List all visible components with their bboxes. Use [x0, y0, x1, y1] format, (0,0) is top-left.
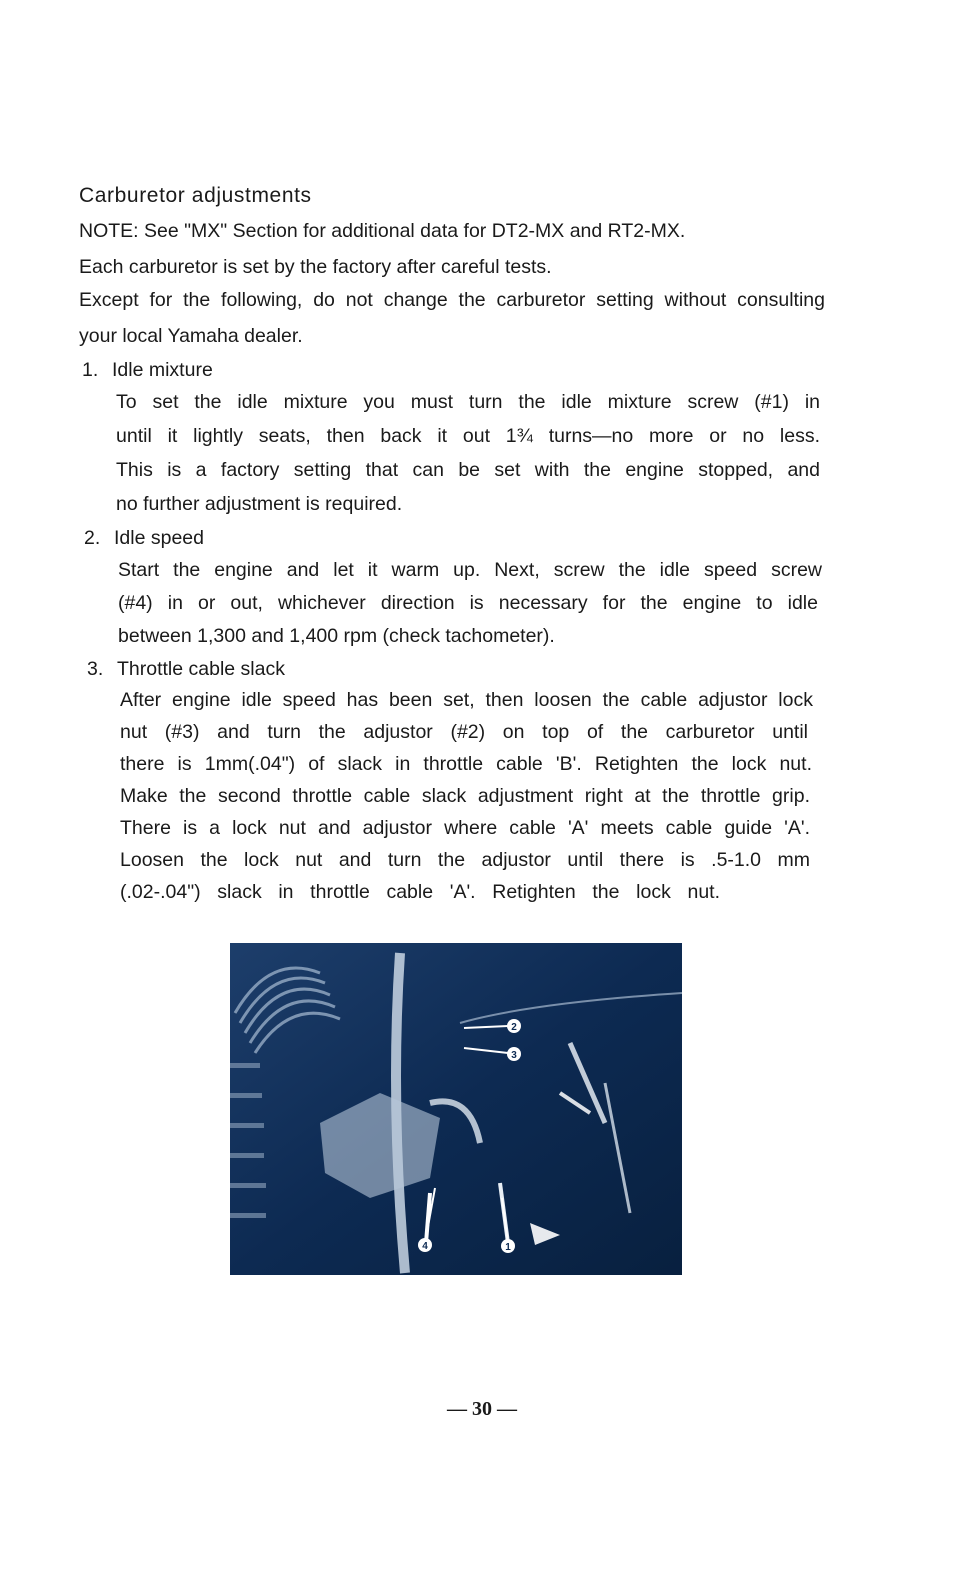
body-line: no further adjustment is required. — [116, 493, 403, 515]
callout-label: 2 — [511, 1022, 517, 1033]
body-line: until it lightly seats, then back it out 1¾ turns—no more or no less. — [116, 425, 820, 447]
intro-line: your local Yamaha dealer. — [79, 325, 303, 347]
body-line: This is a factory setting that can be set with the engine stopped, and — [116, 459, 820, 481]
callout-1-icon — [501, 1239, 515, 1253]
intro-line: Each carburetor is set by the factory after careful tests. — [79, 256, 552, 278]
body-line: To set the idle mixture you must turn the idle mixture screw (#1) in — [116, 391, 820, 413]
callout-4-icon — [418, 1238, 432, 1252]
body-line: (.02-.04") slack in throttle cable 'A'. Retighten the lock nut. — [120, 881, 720, 903]
list-item-heading — [87, 658, 285, 681]
body-line: nut (#3) and turn the adjustor (#2) on top of the carburetor until — [120, 721, 808, 743]
list-item-heading — [84, 527, 204, 550]
list-number: 2. — [84, 527, 101, 549]
body-line: Loosen the lock nut and turn the adjustor until there is .5-1.0 mm — [120, 849, 810, 871]
list-title: Idle mixture — [112, 359, 213, 381]
body-line: between 1,300 and 1,400 rpm (check tachometer). — [118, 625, 555, 647]
section-heading: Carburetor adjustments — [79, 184, 312, 207]
body-line: Make the second throttle cable slack adjustment right at the throttle grip. — [120, 785, 810, 807]
carburetor-photo — [230, 943, 682, 1275]
list-title: Throttle cable slack — [117, 658, 285, 680]
body-line: Start the engine and let it warm up. Next, screw the idle speed screw — [118, 559, 822, 581]
body-line: (#4) in or out, whichever direction is necessary for the engine to idle — [118, 592, 818, 614]
list-number: 1. — [82, 359, 99, 381]
intro-line: Except for the following, do not change the carburetor setting without consulting — [79, 289, 825, 311]
body-line: After engine idle speed has been set, then loosen the cable adjustor lock — [120, 689, 813, 711]
callout-label: 3 — [511, 1050, 517, 1061]
body-line: there is 1mm(.04") of slack in throttle cable 'B'. Retighten the lock nut. — [120, 753, 812, 775]
callout-label: 4 — [422, 1241, 428, 1252]
list-item-heading — [82, 359, 213, 382]
list-number: 3. — [87, 658, 104, 680]
list-title: Idle speed — [114, 527, 204, 549]
callout-3-icon — [507, 1047, 521, 1061]
body-line: There is a lock nut and adjustor where cable 'A' meets cable guide 'A'. — [120, 817, 810, 839]
callout-label: 1 — [505, 1242, 511, 1253]
note-line: NOTE: See "MX" Section for additional data for DT2-MX and RT2-MX. — [79, 220, 686, 242]
callout-2-icon — [507, 1019, 521, 1033]
page-number: — 30 — — [447, 1398, 517, 1420]
